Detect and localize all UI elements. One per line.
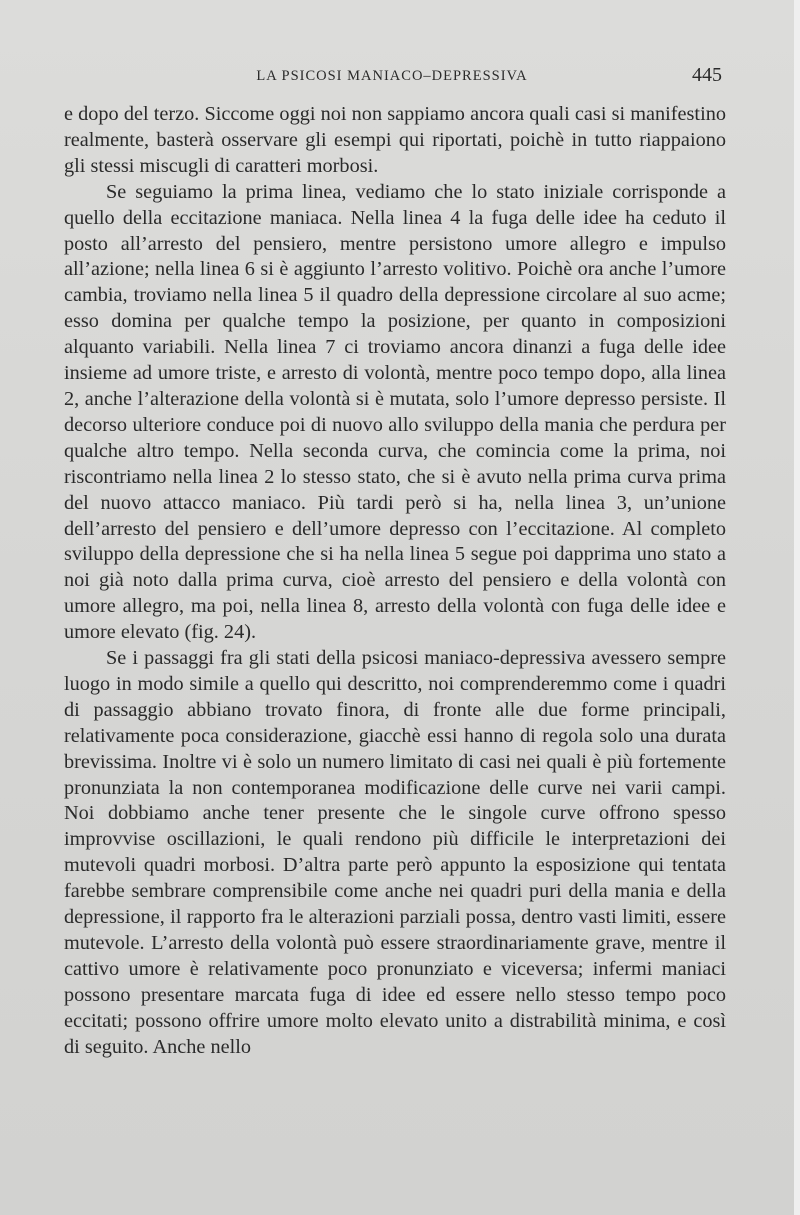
- paragraph: Se seguiamo la prima linea, vediamo che lo stato iniziale corrisponde a quello della eccitazione maniaca. Nella linea 4 la fuga delle idee ha ceduto il posto all’arresto del pensiero, mentre persistono umore allegro e impulso all’azione; nella linea 6 si è aggiunto l’arresto volitivo. Poichè ora anche l’umore cambia, troviamo nella linea 5 il quadro della depressione circolare al suo acme; esso domina per qualche tempo la posizione, per quanto in composizioni alquanto variabili. Nella linea 7 ci troviamo ancora dinanzi a fuga delle idee insieme ad umore triste, e arresto di volontà, mentre poco tempo dopo, alla linea 2, anche l’alterazione della volontà si è mutata, solo l’umore depresso persiste. Il decorso ulteriore conduce poi di nuovo allo sviluppo della mania che perdura per qualche altro tempo. Nella seconda curva, che comincia come la prima, noi riscontriamo nella linea 2 lo stesso stato, che si è avuto nella prima curva prima del nuovo attacco maniaco. Più tardi però si ha, nella linea 3, un’unione dell’arresto del pensiero e dell’umore depresso con l’eccitazione. Al completo sviluppo della depressione che si ha nella linea 5 segue poi dapprima uno stato a noi già noto dalla prima curva, cioè arresto del pensiero e della volontà con umore allegro, ma poi, nella linea 8, arresto della volontà con fuga delle idee e umore elevato (fig. 24).: [64, 180, 726, 644]
- page-number: 445: [692, 64, 722, 86]
- page-edge: [794, 0, 800, 1215]
- paragraph-continuation: e dopo del terzo. Siccome oggi noi non sappiamo ancora quali casi si manifestino realmente, basterà osservare gli esempi qui riportati, poichè in tutto riappaiono gli stessi miscugli di caratteri morbosi.: [64, 103, 726, 177]
- running-head: [62, 64, 722, 90]
- body-text: [64, 102, 726, 1061]
- running-title: LA PSICOSI MANIACO–DEPRESSIVA: [256, 68, 528, 84]
- paragraph: Se i passaggi fra gli stati della psicosi maniaco-depressiva avessero sempre luogo in modo simile a quello qui descritto, noi comprenderemmo come i quadri di passaggio abbiano trovato finora, di fronte alle due forme principali, relativamente poca considerazione, giacchè essi hanno di regola solo una durata brevissima. Inoltre vi è solo un numero limitato di casi nei quali è più fortemente pronunziata la non contemporanea modificazione delle curve nei varii campi. Noi dobbiamo anche tener presente che le singole curve offrono spesso improvvise oscillazioni, le quali rendono più difficile le interpretazioni dei mutevoli quadri morbosi. D’altra parte però appunto la esposizione qui tentata farebbe sembrare comprensibile come anche nei quadri puri della mania e della depressione, il rapporto fra le alterazioni parziali possa, dentro vasti limiti, essere mutevole. L’arresto della volontà può essere straordinariamente grave, mentre il cattivo umore è relativamente poco pronunziato e viceversa; infermi maniaci possono presentare marcata fuga di idee ed essere nello stesso tempo poco eccitati; possono offrire umore molto elevato unito a distrabilità minima, e così di seguito. Anche nello: [64, 647, 726, 1058]
